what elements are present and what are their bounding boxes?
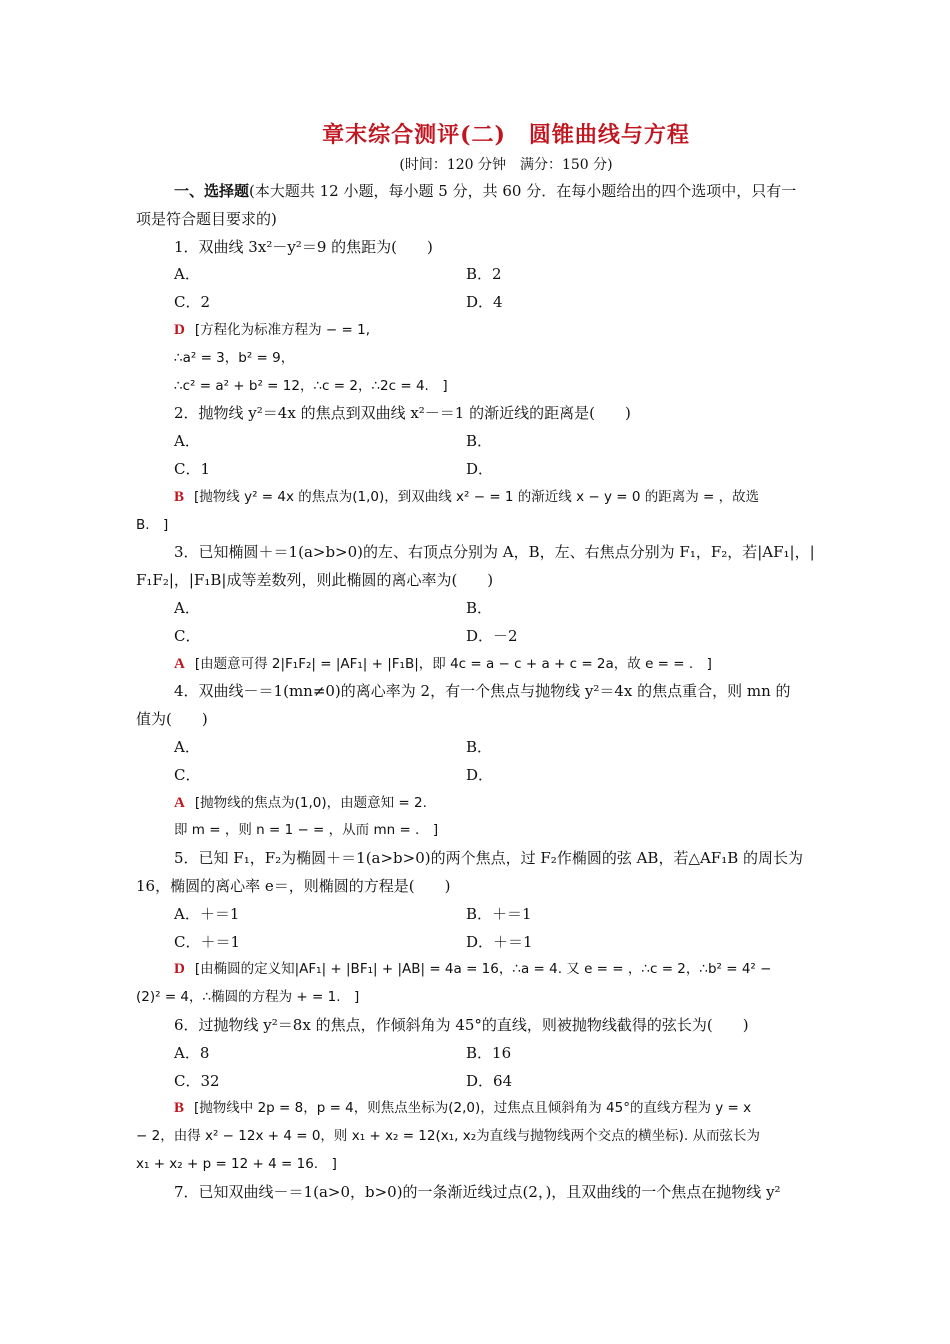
answer-explanation: ∴c² = a² + b² = 12，∴c = 2，∴2c = 4. ]: [174, 377, 448, 394]
answer-explanation: [由椭圆的定义知|AF₁| + |BF₁| + |AB| = 4a = 16，∴a = 4. 又 e = = ，∴c = 2，∴b² = 4² −: [194, 961, 772, 978]
answer-explanation: ∴a² = 3，b² = 9，: [174, 349, 295, 366]
option-right: D．＋＝1: [466, 932, 533, 951]
text-run: 6．过抛物线 y²＝8x 的焦点，作倾斜角为 45°的直线，则被抛物线截得的弦长为( ): [174, 1015, 749, 1034]
answer-line: [136, 317, 816, 345]
option-left: C．: [174, 765, 201, 784]
answer-line: [136, 817, 816, 845]
option-right: D．: [466, 765, 494, 784]
text-run: 1．双曲线 3x²－y²＝9 的焦距为( ): [174, 237, 433, 256]
question-line: [136, 178, 816, 206]
option-right: D．: [466, 459, 494, 478]
text-run: 4．双曲线－＝1(mn≠0)的离心率为 2，有一个焦点与抛物线 y²＝4x 的焦点重合，则 mn 的: [174, 682, 791, 701]
document-page: [136, 118, 816, 1206]
answer-line: [136, 1095, 816, 1123]
question-line: [136, 567, 816, 595]
answer-explanation: [由题意可得 2|F₁F₂| = |AF₁| + |F₁B|，即 4c = a − c + a + c = 2a，故 e = = . ]: [194, 655, 712, 672]
text-run: 项是符合题目要求的): [136, 209, 277, 228]
answer-line: [136, 345, 816, 373]
answer-key: A: [174, 794, 185, 811]
option-left: C．32: [174, 1071, 220, 1090]
option-row: [136, 595, 816, 623]
option-right: B．: [466, 598, 493, 617]
answer-explanation: − 2，由得 x² − 12x + 4 = 0，则 x₁ + x₂ = 12(x₁, x₂为直线与抛物线两个交点的横坐标). 从而弦长为: [136, 1128, 760, 1145]
answer-line: [136, 373, 816, 401]
question-line: [136, 206, 816, 234]
answer-key: B: [174, 488, 185, 505]
question-line: [136, 1179, 816, 1207]
option-row: [136, 428, 816, 456]
option-row: [136, 929, 816, 957]
answer-explanation: x₁ + x₂ + p = 12 + 4 = 16. ]: [136, 1155, 337, 1172]
answer-key: A: [174, 655, 185, 672]
option-right: B．16: [466, 1043, 512, 1062]
option-left: C．＋＝1: [174, 932, 241, 951]
question-line: [136, 400, 816, 428]
answer-explanation: B. ]: [136, 516, 169, 533]
option-row: [136, 1040, 816, 1068]
section-heading: 一、选择题: [174, 182, 250, 200]
option-left: C．1: [174, 459, 211, 478]
option-row: [136, 289, 816, 317]
question-line: [136, 706, 816, 734]
option-right: B．2: [466, 265, 502, 284]
text-run: 7．已知双曲线－＝1(a>0，b>0)的一条渐近线过点(2，)，且双曲线的一个焦点在抛物线 y²: [174, 1182, 781, 1201]
option-left: A．: [174, 265, 200, 284]
option-right: D．64: [466, 1071, 513, 1090]
question-line: [136, 845, 816, 873]
option-right: B．: [466, 737, 493, 756]
text-run: 3．已知椭圆＋＝1(a>b>0)的左、右顶点分别为 A，B，左、右焦点分别为 F₁，F₂，若|AF₁|，|: [174, 543, 815, 562]
page-subtitle: (时间：120 分钟 满分：150 分): [399, 157, 613, 173]
document-body: [136, 178, 816, 1206]
answer-line: [136, 484, 816, 512]
answer-explanation: 即 m = ，则 n = 1 − = ，从而 mn = . ]: [174, 822, 439, 839]
option-left: A．＋＝1: [174, 904, 240, 923]
option-left: C．2: [174, 293, 211, 312]
question-line: [136, 539, 816, 567]
option-row: [136, 901, 816, 929]
answer-line: [136, 512, 816, 540]
option-right: D．－2: [466, 626, 518, 645]
page-title: 章末综合测评(二) 圆锥曲线与方程: [322, 122, 690, 148]
answer-explanation: [方程化为标准方程为 − = 1,: [194, 321, 370, 338]
option-row: [136, 734, 816, 762]
option-left: A．: [174, 598, 200, 617]
option-row: [136, 623, 816, 651]
text-run: 16，椭圆的离心率 e＝，则椭圆的方程是( ): [136, 876, 451, 895]
option-right: D．4: [466, 293, 503, 312]
option-left: A．: [174, 432, 200, 451]
question-line: [136, 873, 816, 901]
answer-line: [136, 956, 816, 984]
option-right: B．＋＝1: [466, 904, 532, 923]
text-run: 值为( ): [136, 710, 208, 729]
text-run: F₁F₂|，|F₁B|成等差数列，则此椭圆的离心率为( ): [136, 571, 494, 590]
option-left: A．8: [174, 1043, 210, 1062]
text-run: 5．已知 F₁，F₂为椭圆＋＝1(a>b>0)的两个焦点，过 F₂作椭圆的弦 AB，若△AF₁B 的周长为: [174, 849, 804, 868]
answer-explanation: [抛物线的焦点为(1,0)，由题意知 = 2.: [194, 794, 427, 811]
option-row: [136, 261, 816, 289]
question-line: [136, 1012, 816, 1040]
answer-line: [136, 1151, 816, 1179]
text-run: (本大题共 12 小题，每小题 5 分，共 60 分．在每小题给出的四个选项中，只有一: [249, 182, 797, 200]
option-left: A．: [174, 737, 200, 756]
answer-key: B: [174, 1100, 185, 1117]
option-row: [136, 1068, 816, 1096]
answer-explanation: (2)² = 4，∴椭圆的方程为 + = 1. ]: [136, 989, 360, 1006]
answer-line: [136, 984, 816, 1012]
answer-explanation: [抛物线 y² = 4x 的焦点为(1,0)，到双曲线 x² − = 1 的渐近线 x − y = 0 的距离为 = ，故选: [194, 488, 760, 505]
answer-explanation: [抛物线中 2p = 8，p = 4，则焦点坐标为(2,0)，过焦点且倾斜角为 45°的直线方程为 y = x: [194, 1100, 752, 1117]
option-row: [136, 762, 816, 790]
option-row: [136, 456, 816, 484]
answer-key: D: [174, 321, 185, 338]
option-right: B．: [466, 432, 493, 451]
answer-line: [136, 651, 816, 679]
text-run: 2．抛物线 y²＝4x 的焦点到双曲线 x²－＝1 的渐近线的距离是( ): [174, 404, 631, 423]
answer-line: [136, 1123, 816, 1151]
question-line: [136, 234, 816, 262]
option-left: C．: [174, 626, 201, 645]
answer-key: D: [174, 961, 185, 978]
question-line: [136, 678, 816, 706]
answer-line: [136, 790, 816, 818]
